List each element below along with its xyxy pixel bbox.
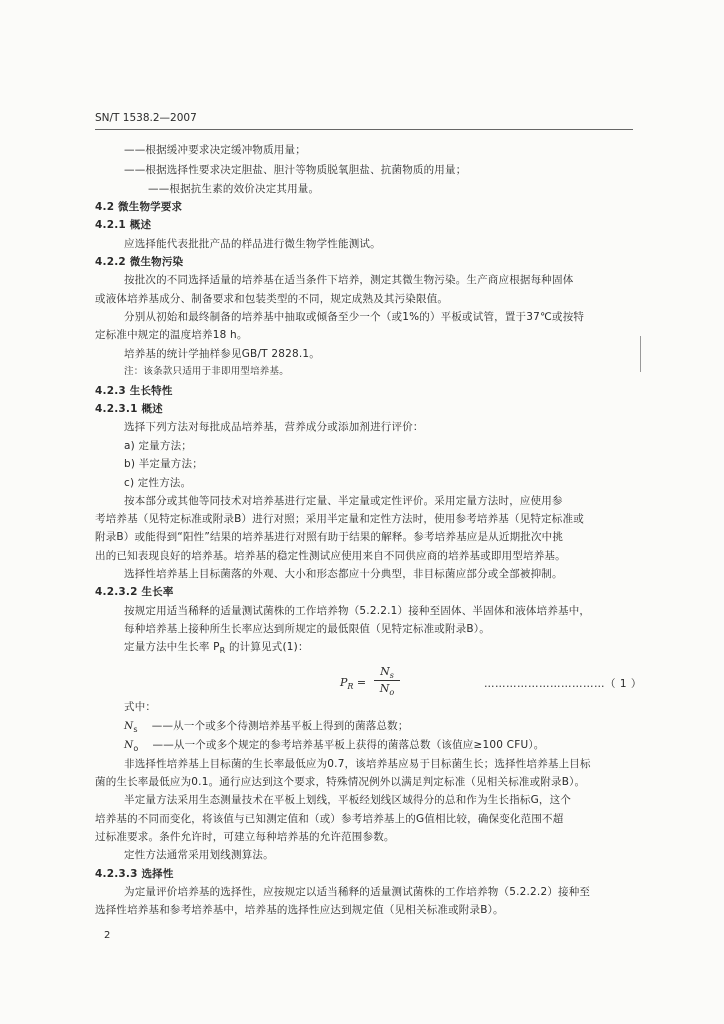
paragraph-selectivity-1: 为定量评价培养基的选择性，应按规定以适当稀释的适量测试菌株的工作培养物（5.2.2.2）接种至 — [124, 886, 591, 898]
paragraph-methods-4: 出的已知表现良好的培养基。培养基的稳定性测试应使用来自不同供应商的培养基或即用型培养基。 — [95, 550, 566, 562]
paragraph-methods-5: 选择性培养基上目标菌落的外观、大小和形态都应十分典型，非目标菌应部分或全部被抑制。 — [124, 568, 563, 580]
section-heading-4-2-2: 4.2.2 微生物污染 — [95, 256, 184, 268]
equation-number: ……………………………（ 1 ） — [484, 678, 642, 690]
paragraph-growth-1: 按规定用适当稀释的适量测试菌株的工作培养物（5.2.2.1）接种至固体、半固体和液体培养基中， — [124, 605, 591, 617]
section-heading-4-2: 4.2 微生物学要求 — [95, 201, 183, 213]
paragraph-growth-9: 定性方法通常采用划线测算法。 — [124, 849, 274, 861]
paragraph-contamination-3: 分别从初始和最终制备的培养基中抽取或倾备至少一个（或1%的）平板或试管，置于37℃或按特 — [124, 311, 585, 323]
section-heading-4-2-1: 4.2.1 概述 — [95, 219, 152, 231]
paragraph-growth-7: 培养基的不同而变化，将该值与已知测定值和（或）参考培养基上的G值相比较，确保变化范围不超 — [95, 813, 564, 825]
paragraph-methods-intro: 选择下列方法对每批成品培养基，营养成分或添加剂进行评价： — [124, 421, 424, 433]
paragraph-contamination-5: 培养基的统计学抽样参见GB/T 2828.1。 — [124, 348, 320, 360]
standard-code: SN/T 1538.2—2007 — [95, 112, 197, 124]
section-heading-4-2-3-1: 4.2.3.1 概述 — [95, 403, 163, 415]
paragraph-contamination-4: 定标准中规定的温度培养18 h。 — [95, 329, 248, 341]
paragraph-methods-2: 考培养基（见特定标准或附录B）进行对照；采用半定量和定性方法时，使用参考培养基（见特定标准或 — [95, 513, 584, 525]
paragraph-selectivity-2: 选择性培养基和参考培养基中，培养基的选择性应达到规定值（见相关标准或附录B）。 — [95, 904, 504, 916]
paragraph-methods-3: 附录B）或能得到“阳性”结果的培养基进行对照有助于结果的解释。参考培养基应是从近期批次中挑 — [95, 531, 564, 543]
definition-ns: $N_s$ ——从一个或多个待测培养基平板上得到的菌落总数； — [124, 720, 409, 735]
section-heading-4-2-3-2: 4.2.3.2 生长率 — [95, 586, 174, 598]
definition-no: $N_o$ ——从一个或多个规定的参考培养基平板上获得的菌落总数（该值应≥100 CFU）。 — [124, 739, 545, 754]
paragraph-methods-1: 按本部分或其他等同技术对培养基进行定量、半定量或定性评价。采用定量方法时，应使用参 — [124, 495, 563, 507]
paragraph-growth-3: 定量方法中生长率 $P_R$ 的计算见式(1)： — [124, 641, 309, 656]
list-item-c: c) 定性方法。 — [124, 477, 192, 489]
list-item-selectivity: ——根据选择性要求决定胆盐、胆汁等物质脱氧胆盐、抗菌物质的用量； — [124, 164, 467, 176]
paragraph-overview: 应选择能代表批批产品的样品进行微生物学性能测试。 — [124, 238, 381, 250]
paragraph-growth-5: 菌的生长率最低应为0.1。通行应达到这个要求，特殊情况例外以满足判定标准（见相关标准或附录B）。 — [95, 776, 586, 788]
section-heading-4-2-3-3: 4.2.3.3 选择性 — [95, 868, 174, 880]
paragraph-growth-4: 非选择性培养基上目标菌的生长率最低应为0.7，该培养基应易于目标菌生长；选择性培养基上目标 — [124, 758, 591, 770]
note: 注：该条款只适用于非即用型培养基。 — [124, 366, 289, 377]
paragraph-contamination-2: 或液体培养基成分、制备要求和包装类型的不同，规定成熟及其污染限值。 — [95, 293, 449, 305]
list-item-b: b) 半定量方法； — [124, 458, 203, 470]
list-item-a: a) 定量方法； — [124, 440, 192, 452]
paragraph-growth-2: 每种培养基上接种所生长率应达到所规定的最低限值（见特定标准或附录B）。 — [124, 623, 490, 635]
where-label: 式中： — [124, 701, 157, 713]
paragraph-growth-6: 半定量方法采用生态测量技术在平板上划线，平板经划线区域得分的总和作为生长指标G，这个 — [124, 794, 572, 806]
header-rule — [95, 129, 633, 130]
page-number: 2 — [104, 930, 111, 941]
list-item-antibiotic: ——根据抗生素的效价决定其用量。 — [148, 183, 320, 195]
list-item-buffer: ——根据缓冲要求决定缓冲物质用量； — [124, 144, 306, 156]
paragraph-contamination-1: 按批次的不同选择适量的培养基在适当条件下培养，测定其微生物污染。生产商应根据每种固体 — [124, 274, 574, 286]
paragraph-growth-8: 过标准要求。条件允许时，可建立每种培养基的允许范围参数。 — [95, 831, 395, 843]
document-page: SN/T 1538.2—2007 ——根据缓冲要求决定缓冲物质用量； ——根据选择性要求决定胆盐、胆汁等物质脱氧胆盐、抗菌物质的用量； ——根据抗生素的效价决定其用量。 4.2 微生物学要求 4.2.1 概述 应选择能代表批批产品的样品进行微生物学性能测试。 4.2.2 微生物污染 按批次的不同选择适量的培养基在适当条件下培养，测定其微生物污染。生产商应根据每种固体 或液体培养基成分、制备要求和包装类型的不同，规定成熟及其污染限值。 分别从初始和最终制备的培养基中抽取或倾备至少一个（或1%的）平板或试管，置于37℃或按特 定标准中规定的温度培养18 h。 培养基的统计学抽样参见GB/T 2828.1。 注：该条款只适用于非即用型培养基。 4.2.3 生长特性 4.2.3.1 概述 选择下列方法对每批成品培养基，营养成分或添加剂进行评价： a) 定量方法； b) 半定量方法； c) 定性方法。 按本部分或其他等同技术对培养基进行定量、半定量或定性评价。采用定量方法时，应使用参 考培养基（见特定标准或附录B）进行对照；采用半定量和定性方法时，使用参考培养基（见特定标准或 附录B）或能得到“阳性”结果的培养基进行对照有助于结果的解释。参考培养基应是从近期批次中挑 出的已知表现良好的培养基。培养基的稳定性测试应使用来自不同供应商的培养基或即用型培养基。 选择性培养基上目标菌落的外观、大小和形态都应十分典型，非目标菌应部分或全部被抑制。 4.2.3.2 生长率 按规定用适当稀释的适量测试菌株的工作培养物（5.2.2.1）接种至固体、半固体和液体培养基中， 每种培养基上接种所生长率应达到所规定的最低限值（见特定标准或附录B）。 定量方法中生长率 $P_R$ 的计算见式(1)： $P_R$ = $N_s$ $N_o$ ……………………………（ 1 ） 式中： $N_s$ ——从一个或多个待测培养基平板上得到的菌落总数； $N_o$ ——从一个或多个规定的参考培养基平板上获得的菌落总数（该值应≥100 CFU）。 非选择性培养基上目标菌的生长率最低应为0.7，该培养基应易于目标菌生长；选择性培养基上目标 菌的生长率最低应为0.1。通行应达到这个要求，特殊情况例外以满足判定标准（见相关标准或附录B）。 半定量方法采用生态测量技术在平板上划线，平板经划线区域得分的总和作为生长指标G，这个 培养基的不同而变化，将该值与已知测定值和（或）参考培养基上的G值相比较，确保变化范围不超 过标准要求。条件允许时，可建立每种培养基的允许范围参数。 定性方法通常采用划线测算法。 4.2.3.3 选择性 为定量评价培养基的选择性，应按规定以适当稀释的适量测试菌株的工作培养物（5.2.2.2）接种至 选择性培养基和参考培养基中，培养基的选择性应达到规定值（见相关标准或附录B）。 2 — [95, 112, 642, 941]
section-heading-4-2-3: 4.2.3 生长特性 — [95, 385, 173, 397]
margin-bar — [640, 336, 641, 372]
